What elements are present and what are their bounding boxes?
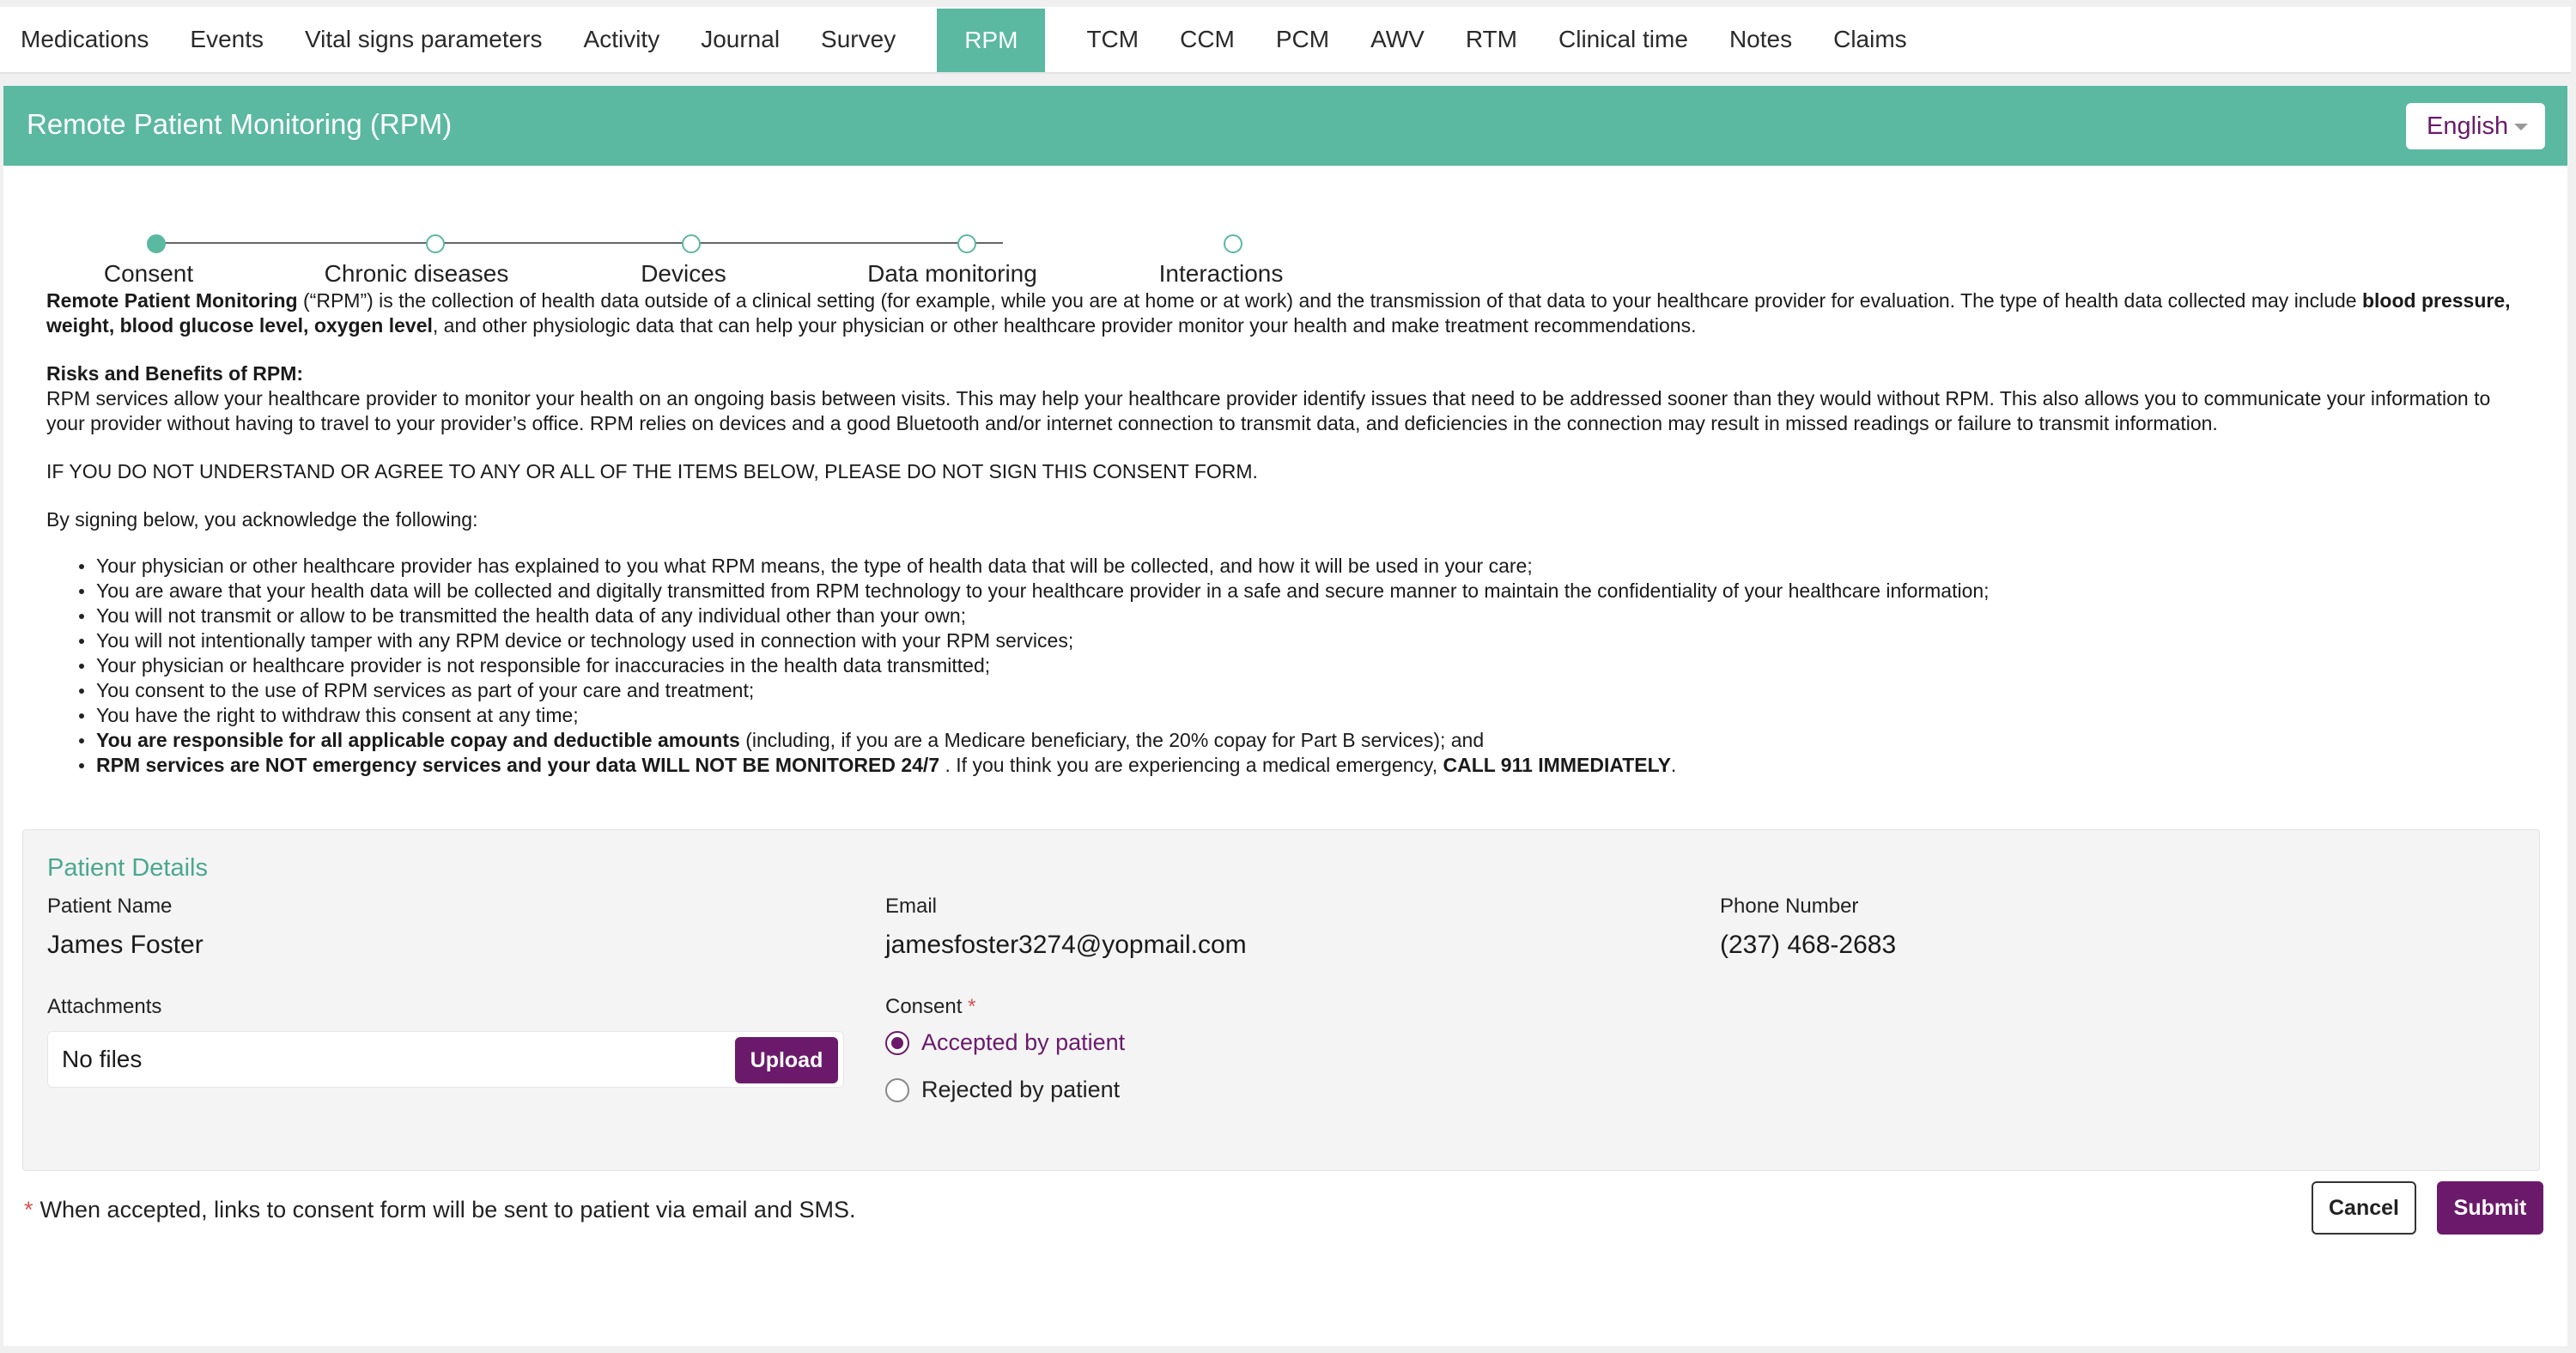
- cancel-button[interactable]: Cancel: [2312, 1181, 2416, 1235]
- list-item: You will not intentionally tamper with any RPM device or technology used in connection with your RPM services;: [46, 628, 2519, 653]
- patient-details-panel: [22, 829, 2540, 1171]
- attachments-value: No files: [62, 1046, 143, 1072]
- step-label-devices[interactable]: Devices: [641, 260, 726, 287]
- phone-value: (237) 468-2683: [1720, 931, 1897, 959]
- consent-label-text: Consent: [885, 995, 963, 1018]
- copay-bold: You are responsible for all applicable copay and deductible amounts: [96, 729, 740, 751]
- list-item: You are aware that your health data will be collected and digitally transmitted from RPM technology to your healthcare provider in a safe and secure manner to maintain the confidentiality of your healthcare information;: [46, 579, 2519, 604]
- step-dot-devices[interactable]: [682, 234, 701, 253]
- consent-label: [885, 995, 975, 1019]
- step-label-data-monitoring[interactable]: Data monitoring: [867, 260, 1037, 287]
- risks-heading: Risks and Benefits of RPM:: [46, 362, 304, 385]
- patient-name-label: Patient Name: [47, 895, 173, 918]
- consent-warning: IF YOU DO NOT UNDERSTAND OR AGREE TO ANY OR ALL OF THE ITEMS BELOW, PLEASE DO NOT SIGN THIS CONSENT FORM.: [46, 460, 1258, 482]
- list-item: Your physician or healthcare provider is not responsible for inaccuracies in the health data transmitted;: [46, 653, 2519, 678]
- patient-name-value: James Foster: [47, 931, 204, 959]
- upload-button[interactable]: Upload: [735, 1037, 838, 1083]
- required-star: *: [968, 995, 976, 1018]
- consent-intro-vitals: blood pressure, weight, blood glucose level, oxygen level: [46, 289, 2511, 337]
- accepted-radio[interactable]: [885, 1031, 909, 1055]
- phone-label: Phone Number: [1720, 895, 1859, 918]
- consent-risks: [46, 361, 2519, 436]
- tab-medications[interactable]: Medications: [21, 26, 149, 52]
- tab-survey[interactable]: Survey: [821, 26, 896, 52]
- email-value: jamesfoster3274@yopmail.com: [885, 931, 1247, 959]
- card-header: [3, 86, 2567, 166]
- list-item: Your physician or other healthcare provider has explained to you what RPM means, the type of health data that will be collected, and how it will be used in your care;: [46, 554, 2519, 579]
- risks-text: RPM services allow your healthcare provider to monitor your health on an ongoing basis between visits. This may help your healthcare provider identify issues that need to be addressed sooner than they would without RPM. This also allows you to communicate your information to your provider without having to travel to your provider’s office. RPM relies on devices and a good Bluetooth and/or internet connection to transmit data, and deficiencies in the connection may result in missed readings or failure to transmit information.: [46, 387, 2491, 434]
- consent-intro-text-end: , and other physiologic data that can help your physician or other healthcare provider monitor your health and make treatment recommendations.: [432, 314, 1697, 337]
- emergency-bold: RPM services are NOT emergency services and your data WILL NOT BE MONITORED 24/7: [96, 754, 940, 776]
- chevron-down-icon: [2514, 124, 2528, 130]
- step-label-consent[interactable]: Consent: [103, 260, 194, 287]
- emergency-end: .: [1670, 754, 1677, 776]
- consent-ack-intro: By signing below, you acknowledge the following:: [46, 508, 478, 531]
- tab-pcm[interactable]: PCM: [1275, 26, 1330, 52]
- footnote-star: *: [24, 1197, 33, 1223]
- email-label: Email: [885, 895, 938, 918]
- submit-button[interactable]: Submit: [2437, 1181, 2543, 1235]
- accepted-radio-label[interactable]: Accepted by patient: [921, 1029, 1126, 1055]
- step-label-interactions[interactable]: Interactions: [1158, 260, 1284, 287]
- footnote-text: When accepted, links to consent form will be sent to patient via email and SMS.: [39, 1197, 856, 1223]
- list-item: You have the right to withdraw this consent at any time;: [46, 703, 2519, 728]
- call-911-bold: CALL 911 IMMEDIATELY: [1443, 754, 1671, 776]
- list-item: [46, 728, 2519, 753]
- consent-rejected-option[interactable]: [885, 1077, 1120, 1103]
- list-item: You consent to the use of RPM services as part of your care and treatment;: [46, 678, 2519, 703]
- patient-details-title: Patient Details: [47, 854, 208, 882]
- language-select[interactable]: [2406, 103, 2545, 149]
- tab-vital-signs-parameters[interactable]: Vital signs parameters: [305, 26, 543, 52]
- rejected-radio-label[interactable]: Rejected by patient: [921, 1077, 1121, 1102]
- consent-intro-text: (“RPM”) is the collection of health data outside of a clinical setting (for example, while you are at home or at work) and the transmission of that data to your healthcare provider for evaluation. The type of health data collected may include: [297, 289, 2362, 312]
- tab-activity[interactable]: Activity: [583, 26, 660, 52]
- tab-clinical-time[interactable]: Clinical time: [1558, 26, 1688, 52]
- page-title: Remote Patient Monitoring (RPM): [27, 108, 453, 140]
- tab-notes[interactable]: Notes: [1728, 26, 1793, 52]
- module-tabs: [0, 7, 2571, 74]
- attachments-field[interactable]: [47, 1031, 844, 1088]
- consent-text: [46, 288, 2519, 778]
- consent-footnote: [24, 1197, 856, 1223]
- consent-intro: [46, 288, 2519, 338]
- language-select-value: English: [2427, 112, 2509, 140]
- rejected-radio[interactable]: [885, 1078, 909, 1102]
- tab-rtm[interactable]: RTM: [1465, 26, 1517, 52]
- tab-journal[interactable]: Journal: [701, 26, 781, 52]
- consent-intro-bold: Remote Patient Monitoring: [46, 289, 298, 312]
- tab-events[interactable]: Events: [190, 26, 264, 52]
- emergency-text: . If you think you are experiencing a medical emergency,: [939, 754, 1443, 776]
- step-dot-data-monitoring[interactable]: [957, 234, 976, 253]
- consent-ack-list: [46, 554, 2519, 778]
- stepper-track: [156, 242, 1003, 244]
- list-item: You will not transmit or allow to be transmitted the health data of any individual other than your own;: [46, 604, 2519, 628]
- copay-text: (including, if you are a Medicare beneficiary, the 20% copay for Part B services); and: [739, 729, 1485, 751]
- tab-tcm[interactable]: TCM: [1086, 26, 1139, 52]
- tab-rpm[interactable]: RPM: [937, 9, 1045, 72]
- attachments-label: Attachments: [47, 995, 162, 1018]
- list-item: [46, 753, 2519, 778]
- step-dot-chronic-diseases[interactable]: [426, 234, 445, 253]
- tab-ccm[interactable]: CCM: [1180, 26, 1235, 52]
- step-dot-consent[interactable]: [147, 234, 166, 253]
- step-label-chronic-diseases[interactable]: Chronic diseases: [324, 260, 509, 287]
- step-dot-interactions[interactable]: [1224, 234, 1242, 253]
- tab-awv[interactable]: AWV: [1370, 26, 1425, 52]
- tab-claims[interactable]: Claims: [1833, 26, 1907, 52]
- consent-accepted-option[interactable]: [885, 1029, 1125, 1056]
